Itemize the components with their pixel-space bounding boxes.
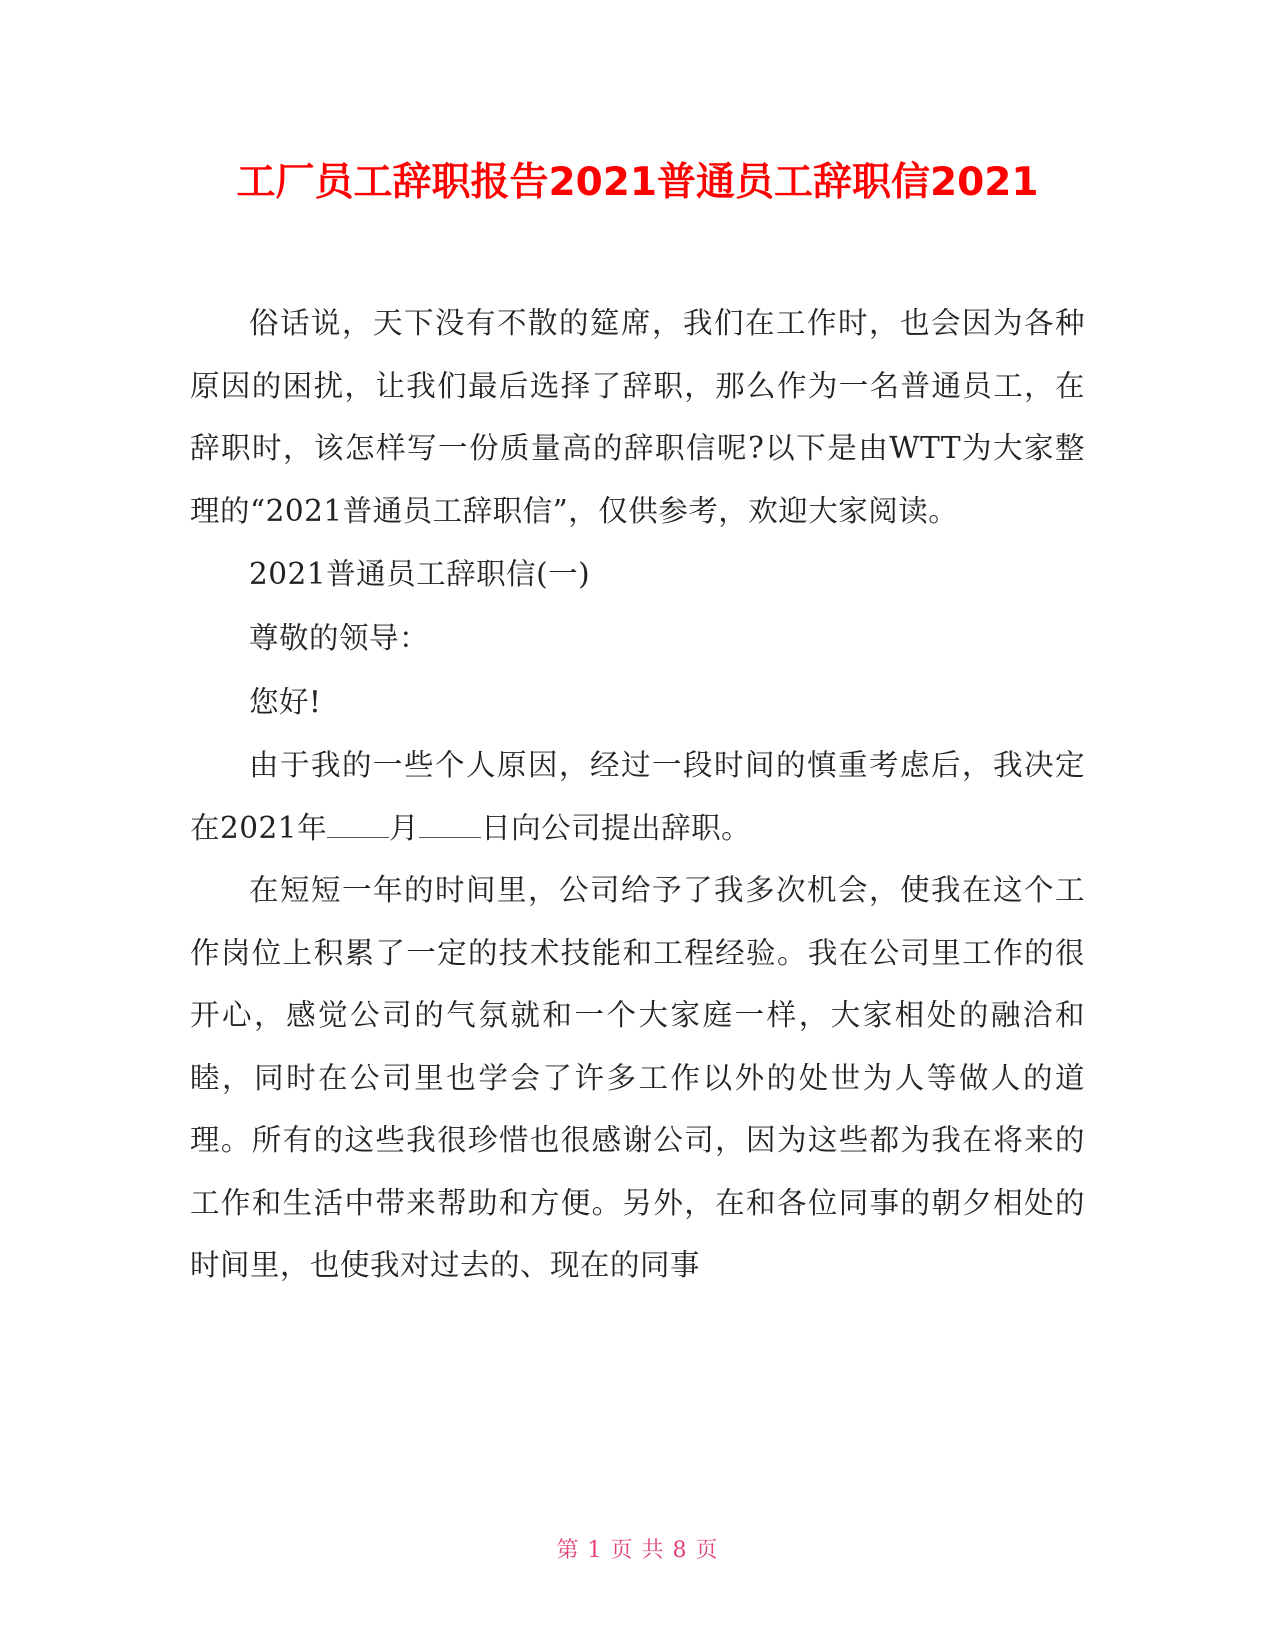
greeting: 您好! <box>249 685 322 719</box>
footer-current-page: 1 <box>587 1538 603 1563</box>
footer-total-prefix: 共 <box>641 1538 665 1563</box>
footer-total-pages: 8 <box>672 1538 688 1563</box>
letter-heading: 2021普通员工辞职信(一) <box>249 557 591 591</box>
salutation: 尊敬的领导： <box>249 621 430 655</box>
page-footer <box>0 1533 1275 1564</box>
day-blank <box>419 815 481 838</box>
resignation-text-end: 日向公司提出辞职。 <box>481 810 752 845</box>
month-label: 月 <box>389 810 420 845</box>
intro-paragraph: 俗话说，天下没有不散的筵席，我们在工作时，也会因为各种原因的困扰，让我们最后选择了辞职，那么作为一名普通员工，在辞职时，该怎样写一份质量高的辞职信呢?以下是由WTT为大家整理的“2021普通员工辞职信”，仅供参考，欢迎大家阅读。 <box>190 306 1085 528</box>
resignation-paragraph <box>190 734 1085 859</box>
footer-page-label: 页 <box>610 1538 634 1563</box>
document-body <box>190 292 1085 1297</box>
resignation-text-start: 由于我的一些个人原因，经过一段时间的慎重考虑后，我决定在2021年 <box>190 748 1085 845</box>
footer-prefix: 第 <box>556 1538 580 1563</box>
gratitude-paragraph: 在短短一年的时间里，公司给予了我多次机会，使我在这个工作岗位上积累了一定的技术技能和工程经验。我在公司里工作的很开心，感觉公司的气氛就和一个大家庭一样，大家相处的融洽和睦，同时在公司里也学会了许多工作以外的处世为人等做人的道理。所有的这些我很珍惜也很感谢公司，因为这些都为我在将来的工作和生活中带来帮助和方便。另外，在和各位同事的朝夕相处的时间里，也使我对过去的、现在的同事 <box>190 873 1085 1282</box>
footer-suffix: 页 <box>695 1538 719 1563</box>
document-title: 工厂员工辞职报告2021普通员工辞职信2021 <box>236 160 1039 205</box>
month-blank <box>327 815 389 838</box>
